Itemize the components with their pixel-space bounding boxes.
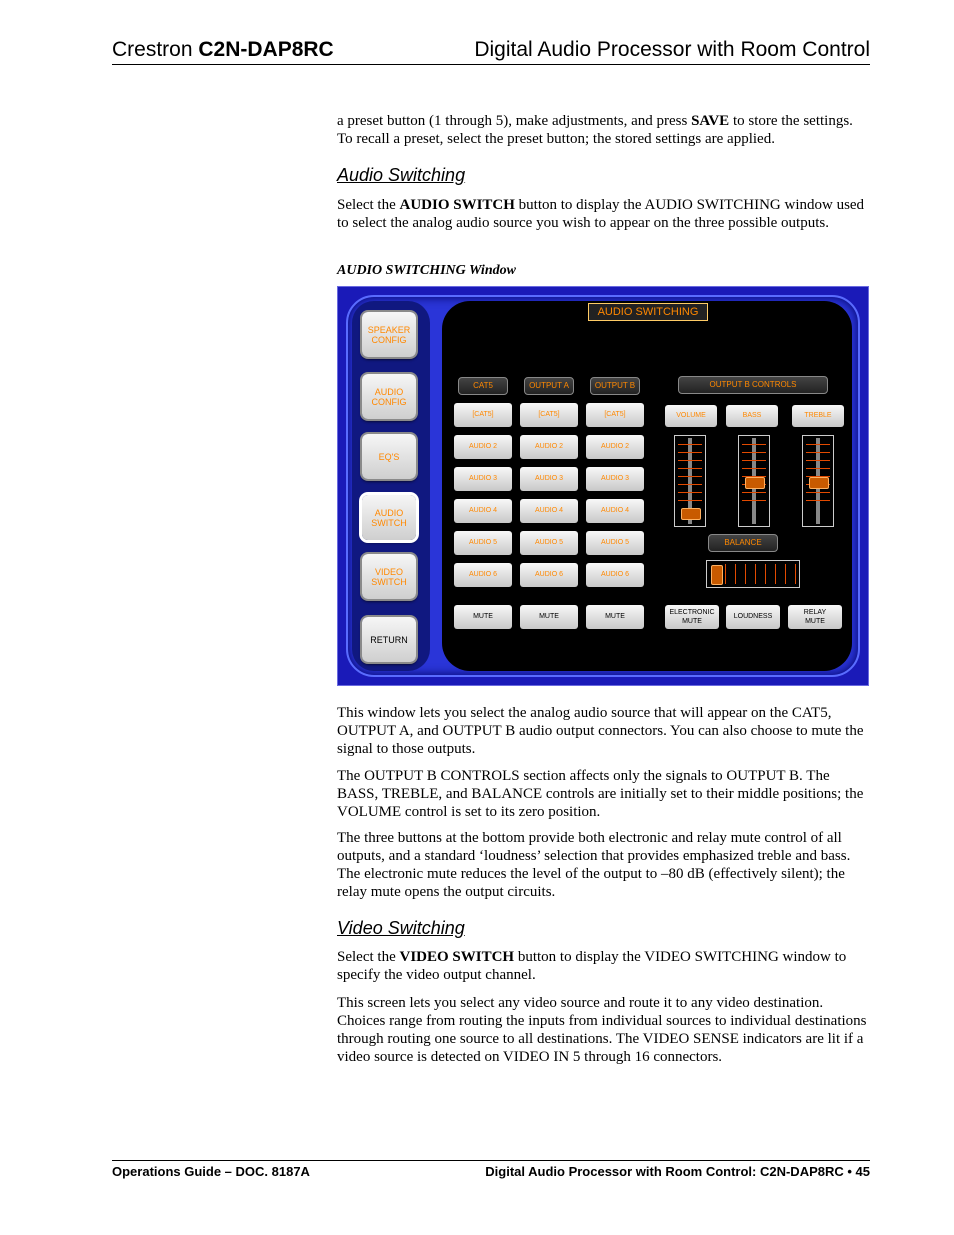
source-button-output-b-4[interactable]: AUDIO 4: [586, 499, 644, 523]
source-button-output-a-4[interactable]: AUDIO 4: [520, 499, 578, 523]
relay-mute-button[interactable]: RELAY MUTE: [788, 605, 842, 629]
source-button-output-b-2[interactable]: AUDIO 2: [586, 435, 644, 459]
balance-label: BALANCE: [708, 534, 778, 552]
source-button-output-a-5[interactable]: AUDIO 5: [520, 531, 578, 555]
volume-knob[interactable]: [681, 508, 701, 520]
output-b-description: The OUTPUT B CONTROLS section affects only the signals to OUTPUT B. The BASS, TREBLE, and BALANCE controls are initially set to their middle positions; the VOLUME control is set to its zero position.: [337, 768, 864, 820]
audio-switching-intro: Select the AUDIO SWITCH button to display the AUDIO SWITCHING window used to select the analog audio source you wish to appear on the three possible outputs.: [337, 197, 865, 231]
header-title: Digital Audio Processor with Room Control: [474, 38, 870, 61]
volume-button[interactable]: VOLUME: [665, 405, 717, 427]
source-button-output-a-2[interactable]: AUDIO 2: [520, 435, 578, 459]
loudness-button[interactable]: LOUDNESS: [726, 605, 780, 629]
section-heading-video-switching: Video Switching: [337, 918, 465, 938]
source-button-cat5-1[interactable]: [CAT5]: [454, 403, 512, 427]
figure-caption: AUDIO SWITCHING Window: [337, 263, 516, 278]
intro-paragraph: a preset button (1 through 5), make adjustments, and press SAVE to store the settings. To recall a preset, select the preset button; the stored settings are applied.: [337, 113, 853, 147]
electronic-mute-button[interactable]: ELECTRONIC MUTE: [665, 605, 719, 629]
section-heading-audio-switching: Audio Switching: [337, 165, 466, 185]
treble-button[interactable]: TREBLE: [792, 405, 844, 427]
eqs-button[interactable]: EQ'S: [362, 434, 416, 479]
source-button-output-a-3[interactable]: AUDIO 3: [520, 467, 578, 491]
audio-switching-description: This window lets you select the analog audio source that will appear on the CAT5, OUTPUT A, and OUTPUT B audio output connectors. You can also choose to mute the signal to those outputs.: [337, 705, 864, 757]
source-button-cat5-5[interactable]: AUDIO 5: [454, 531, 512, 555]
balance-knob[interactable]: [711, 565, 723, 585]
footer-doc: Operations Guide – DOC. 8187A: [112, 1164, 310, 1179]
column-label-output-a: OUTPUT A: [524, 377, 574, 395]
audio-switch-button[interactable]: AUDIO SWITCH: [362, 495, 416, 540]
output-b-controls-label: OUTPUT B CONTROLS: [678, 376, 828, 394]
video-switch-button[interactable]: VIDEO SWITCH: [362, 554, 416, 599]
return-button[interactable]: RETURN: [362, 617, 416, 662]
treble-knob[interactable]: [809, 477, 829, 489]
screen-title: AUDIO SWITCHING: [588, 303, 708, 321]
column-label-output-b: OUTPUT B: [590, 377, 640, 395]
video-switching-description: This screen lets you select any video source and route it to any video destination. Choices range from routing the inputs from individual sources to individual destinations through routing one source to all destinations. The VIDEO SENSE indicators are lit if a video source is detected on VIDEO IN 5 through 16 connectors.: [337, 995, 867, 1065]
source-button-output-a-6[interactable]: AUDIO 6: [520, 563, 578, 587]
volume-slider[interactable]: [674, 435, 706, 527]
bass-knob[interactable]: [745, 477, 765, 489]
bass-slider[interactable]: [738, 435, 770, 527]
treble-slider[interactable]: [802, 435, 834, 527]
source-button-output-b-6[interactable]: AUDIO 6: [586, 563, 644, 587]
audio-config-button[interactable]: AUDIO CONFIG: [362, 374, 416, 419]
source-button-cat5-4[interactable]: AUDIO 4: [454, 499, 512, 523]
audio-switching-screenshot: [337, 286, 869, 686]
page-footer: [112, 1160, 870, 1181]
balance-slider[interactable]: [706, 560, 800, 588]
source-button-output-b-5[interactable]: AUDIO 5: [586, 531, 644, 555]
source-button-cat5-2[interactable]: AUDIO 2: [454, 435, 512, 459]
column-label-cat5: CAT5: [458, 377, 508, 395]
source-button-output-b-3[interactable]: AUDIO 3: [586, 467, 644, 491]
video-switching-intro: Select the VIDEO SWITCH button to display the VIDEO SWITCHING window to specify the video output channel.: [337, 949, 847, 983]
footer-page: Digital Audio Processor with Room Control: C2N-DAP8RC • 45: [485, 1164, 870, 1179]
header-model: C2N-DAP8RC: [198, 38, 334, 61]
source-button-output-a-1[interactable]: [CAT5]: [520, 403, 578, 427]
speaker-config-button[interactable]: SPEAKER CONFIG: [362, 312, 416, 357]
header-brand: Crestron C2N-DAP8RC: [112, 38, 334, 61]
source-button-output-b-1[interactable]: [CAT5]: [586, 403, 644, 427]
mute-button-cat5[interactable]: MUTE: [454, 605, 512, 629]
source-button-cat5-6[interactable]: AUDIO 6: [454, 563, 512, 587]
mute-button-output-b[interactable]: MUTE: [586, 605, 644, 629]
page-header: [112, 38, 870, 65]
mute-button-output-a[interactable]: MUTE: [520, 605, 578, 629]
bass-button[interactable]: BASS: [726, 405, 778, 427]
source-button-cat5-3[interactable]: AUDIO 3: [454, 467, 512, 491]
mute-description: The three buttons at the bottom provide both electronic and relay mute control of all outputs, and a standard ‘loudness’ selection that provides emphasized treble and bass. The electronic mute reduces the level of the output to –80 dB (effectively silent); the relay mute opens the output circuits.: [337, 830, 851, 900]
